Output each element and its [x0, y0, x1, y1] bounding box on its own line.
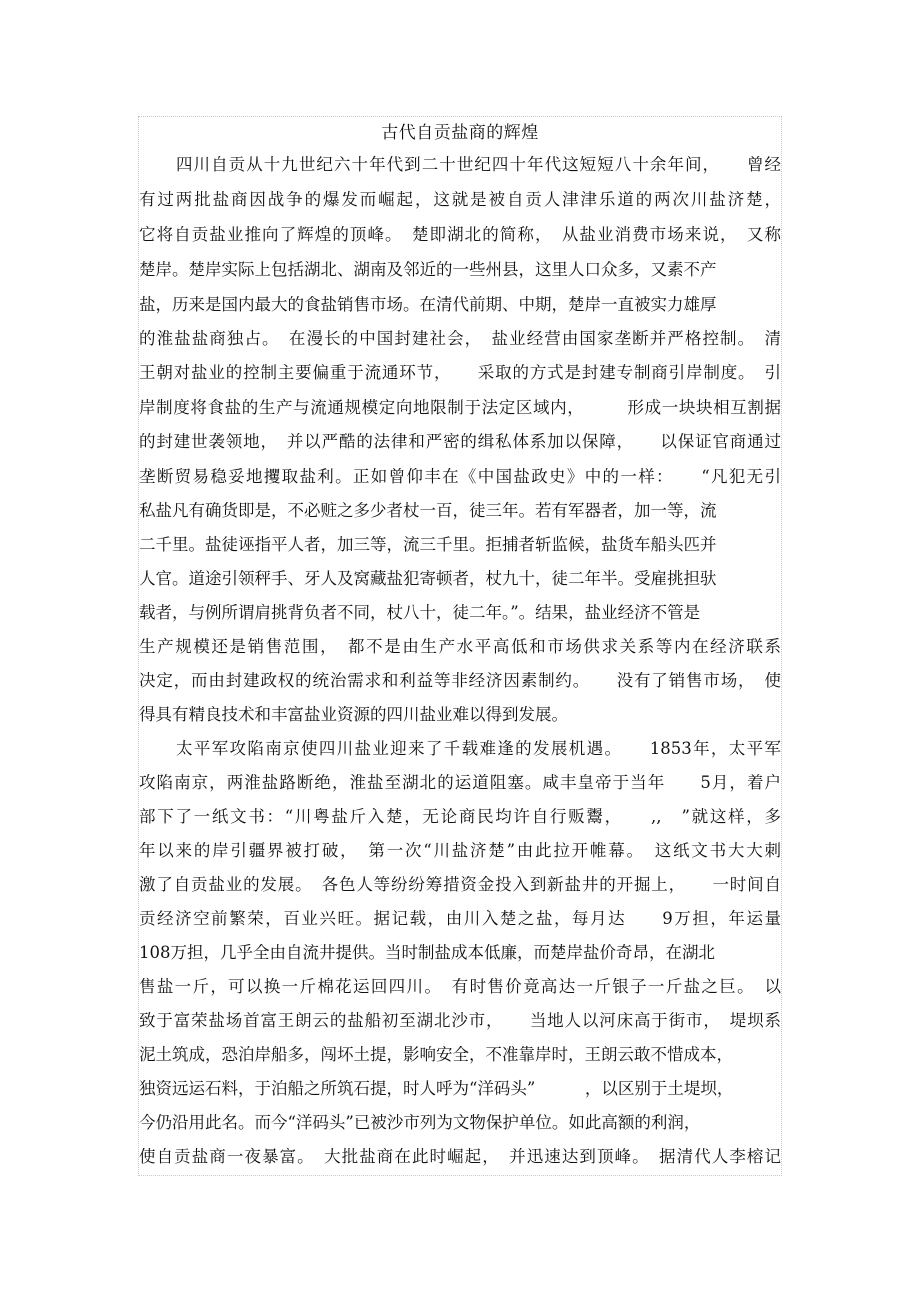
paragraph-line: 攻陷南京，两淮盐路断绝，淮盐至湖北的运道阻塞。咸丰皇帝于当年 5月，着户 [139, 773, 781, 792]
paragraph-line: 人官。道途引领秤手、牙人及窝藏盐犯寄顿者，杖九十，徒二年半。受雇挑担驮 [139, 569, 717, 588]
paragraph-line: 使自贡盐商一夜暴富。 大批盐商在此时崛起， 并迅速达到顶峰。 据清代人李榕记 [139, 1147, 781, 1166]
paragraph-line: 的淮盐盐商独占。 在漫长的中国封建社会， 盐业经营由国家垄断并严格控制。 清 [139, 329, 781, 348]
paragraph-line: 生产规模还是销售范围， 都不是由生产水平高低和市场供求关系等内在经济联系 [139, 637, 781, 656]
paragraph-line: 四川自贡从十九世纪六十年代到二十世纪四十年代这短短八十余年间， 曾经 [176, 155, 781, 174]
paragraph-line: 部下了一纸文书：“川粤盐斤入楚，无论商民均许自行贩鬻， ,, ”就这样，多 [139, 807, 781, 826]
paragraph-line: 它将自贡盐业推向了辉煌的顶峰。 楚即湖北的简称， 从盐业消费市场来说， 又称 [139, 225, 781, 244]
paragraph-line: 决定，而由封建政权的统治需求和利益等非经济因素制约。 没有了销售市场， 使 [139, 671, 781, 690]
paragraph-line: 售盐一斤，可以换一斤棉花运回四川。 有时售价竟高达一斤银子一斤盐之巨。 以 [139, 977, 781, 996]
paragraph-line: 太平军攻陷南京使四川盐业迎来了千载难逢的发展机遇。 1853年，太平军 [176, 739, 781, 758]
paragraph-line: 独资远运石料，于泊船之所筑石提，时人呼为“洋码头” ，以区别于土堤坝， [139, 1079, 734, 1098]
paragraph-line: 年以来的岸引疆界被打破， 第一次“川盐济楚”由此拉开帷幕。 这纸文书大大刺 [139, 841, 781, 860]
paragraph-line: 二千里。盐徒诬指平人者，加三等，流三千里。拒捕者斩监候，盐货车船头匹并 [139, 535, 717, 554]
document-title: 古代自贡盐商的辉煌 [381, 123, 539, 143]
paragraph-line: 激了自贡盐业的发展。 各色人等纷纷筹措资金投入到新盐井的开掘上， 一时间自 [139, 875, 781, 894]
paragraph-line: 私盐凡有确货即是，不必赃之多少者杖一百，徒三年。若有军器者，加一等，流 [139, 501, 717, 520]
paragraph-line: 泥土筑成，恐泊岸船多，闯坏土提，影响安全，不准靠岸时，王朗云敢不惜成本， [139, 1045, 733, 1064]
paragraph-line: 有过两批盐商因战争的爆发而崛起，这就是被自贡人津津乐道的两次川盐济楚， [139, 190, 781, 209]
paragraph-line: 王朝对盐业的控制主要偏重于流通环节， 采取的方式是封建专制商引岸制度。 引 [139, 363, 781, 382]
paragraph-line: 今仍沿用此名。而今“洋码头”已被沙市列为文物保护单位。如此高额的利润， [139, 1113, 701, 1132]
paragraph-line: 楚岸。楚岸实际上包括湖北、湖南及邻近的一些州县，这里人口众多，又素不产 [139, 260, 717, 279]
paragraph-line: 108万担，几乎全由自流井提供。当时制盐成本低廉，而楚岸盐价奇昂，在湖北 [139, 943, 715, 962]
paragraph-line: 致于富荣盐场首富王朗云的盐船初至湖北沙市， 当地人以河床高于街市， 堤坝系 [139, 1011, 781, 1030]
paragraph-line: 垄断贸易稳妥地攫取盐利。正如曾仰丰在《中国盐政史》中的一样： “凡犯无引 [139, 467, 781, 486]
paragraph-line: 贡经济空前繁荣，百业兴旺。据记载，由川入楚之盐，每月达 9万担，年运量 [139, 909, 781, 928]
paragraph-line: 载者，与例所谓肩挑背负者不同，杖八十，徒二年。”。结果，盐业经济不管是 [139, 603, 701, 622]
paragraph-line: 盐，历来是国内最大的食盐销售市场。在清代前期、中期，楚岸一直被实力雄厚 [139, 295, 717, 314]
paragraph-line: 岸制度将食盐的生产与流通规模定向地限制于法定区域内， 形成一块块相互割据 [139, 398, 781, 417]
paragraph-line: 得具有精良技术和丰富盐业资源的四川盐业难以得到发展。 [139, 705, 568, 724]
paragraph-line: 的封建世袭领地， 并以严酷的法律和严密的缉私体系加以保障， 以保证官商通过 [139, 432, 781, 451]
